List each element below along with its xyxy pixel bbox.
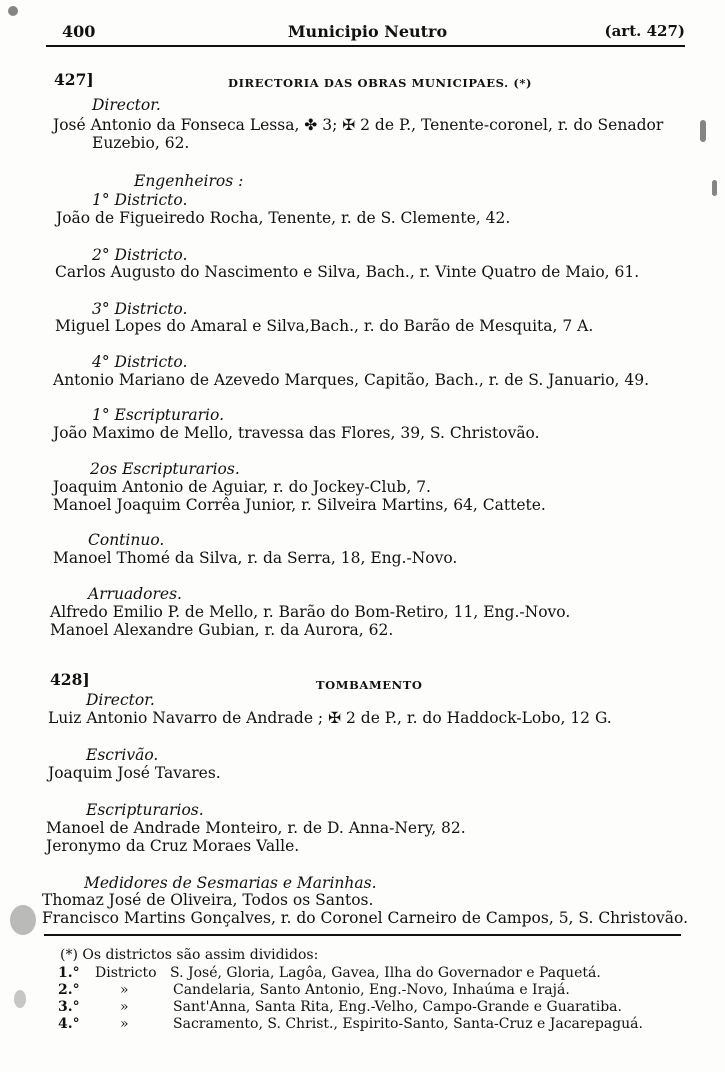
footnote-row-places: S. José, Gloria, Lagôa, Gavea, Ilha do Governador e Paquetá. <box>170 965 601 981</box>
footnote-rule <box>44 934 681 936</box>
section-title-428: TOMBAMENTO <box>316 678 423 692</box>
role-heading: 1° Escripturario. <box>92 406 224 424</box>
entry-line: Manoel Thomé da Silva, r. da Serra, 18, Eng.-Novo. <box>53 549 458 567</box>
entry-line: Alfredo Emilio P. de Mello, r. Barão do Bom-Retiro, 11, Eng.-Novo. <box>50 603 571 621</box>
page-title: Municipio Neutro <box>287 22 448 41</box>
footnote-row-places: Sant'Anna, Santa Rita, Eng.-Velho, Campo-Grande e Guaratiba. <box>173 999 622 1015</box>
entry-line: Thomaz José de Oliveira, Todos os Santos. <box>42 891 374 909</box>
role-heading: Arruadores. <box>88 585 182 603</box>
entry-line: José Antonio da Fonseca Lessa, ✤ 3; ✠ 2 de P., Tenente-coronel, r. do Senador <box>53 116 664 134</box>
ink-speck <box>10 905 36 935</box>
entry-line: Carlos Augusto do Nascimento e Silva, Bach., r. Vinte Quatro de Maio, 61. <box>55 263 640 281</box>
section-number-427: 427] <box>54 70 94 89</box>
page-number: 400 <box>62 22 96 41</box>
entry-line: João de Figueiredo Rocha, Tenente, r. de S. Clemente, 42. <box>56 209 511 227</box>
entry-line: João Maximo de Mello, travessa das Flores, 39, S. Christovão. <box>53 424 540 442</box>
entry-line: Antonio Mariano de Azevedo Marques, Capitão, Bach., r. de S. Januario, 49. <box>53 371 650 389</box>
role-heading: Escrivão. <box>86 746 159 764</box>
footnote-row-number: 2.° <box>58 982 80 998</box>
ink-speck <box>700 120 706 142</box>
entry-line: Francisco Martins Gonçalves, r. do Coronel Carneiro de Campos, 5, S. Christovão. <box>42 909 689 927</box>
footnote-row-label: » <box>120 999 129 1015</box>
footnote-row-label: » <box>120 982 129 998</box>
footnote-intro: (*) Os districtos são assim divididos: <box>60 947 319 963</box>
entry-line: Manoel de Andrade Monteiro, r. de D. Anna-Nery, 82. <box>46 819 466 837</box>
entry-line: Joaquim Antonio de Aguiar, r. do Jockey-Club, 7. <box>53 478 431 496</box>
role-heading: 3° Districto. <box>92 300 188 318</box>
ink-speck <box>712 180 717 196</box>
role-heading: Escripturarios. <box>86 801 204 819</box>
section-number-428: 428] <box>50 670 90 689</box>
entry-line: Joaquim José Tavares. <box>48 764 221 782</box>
entry-line: Jeronymo da Cruz Moraes Valle. <box>46 837 300 855</box>
ink-speck <box>8 6 18 16</box>
entry-line: Manoel Joaquim Corrêa Junior, r. Silveira Martins, 64, Cattete. <box>53 496 546 514</box>
footnote-row-places: Sacramento, S. Christ., Espirito-Santo, Santa-Cruz e Jacarepaguá. <box>173 1016 643 1032</box>
role-heading: 1° Districto. <box>92 191 188 209</box>
entry-line: Manoel Alexandre Gubian, r. da Aurora, 62. <box>50 621 394 639</box>
article-reference: (art. 427) <box>604 22 685 40</box>
role-heading: 2os Escripturarios. <box>90 460 240 478</box>
footnote-row-places: Candelaria, Santo Antonio, Eng.-Novo, Inhaúma e Irajá. <box>173 982 570 998</box>
footnote-row-label: Districto <box>95 965 157 981</box>
role-heading: Engenheiros : <box>134 172 244 190</box>
role-heading: Medidores de Sesmarias e Marinhas. <box>84 874 377 892</box>
running-header <box>50 20 685 44</box>
role-heading: Continuo. <box>88 531 165 549</box>
entry-line: Miguel Lopes do Amaral e Silva,Bach., r. do Barão de Mesquita, 7 A. <box>55 317 594 335</box>
header-rule <box>46 45 685 47</box>
section-title-427: DIRECTORIA DAS OBRAS MUNICIPAES. (*) <box>228 76 533 90</box>
ink-speck <box>14 990 26 1008</box>
footnote-row-number: 3.° <box>58 999 80 1015</box>
role-heading: 4° Districto. <box>92 353 188 371</box>
footnote-row-label: » <box>120 1016 129 1032</box>
role-heading: 2° Districto. <box>92 246 188 264</box>
entry-line: Luiz Antonio Navarro de Andrade ; ✠ 2 de P., r. do Haddock-Lobo, 12 G. <box>48 709 612 727</box>
footnote-row-number: 1.° <box>58 965 80 981</box>
footnote-row-number: 4.° <box>58 1016 80 1032</box>
role-heading: Director. <box>92 96 161 114</box>
entry-line: Euzebio, 62. <box>92 134 190 152</box>
role-heading: Director. <box>86 691 155 709</box>
